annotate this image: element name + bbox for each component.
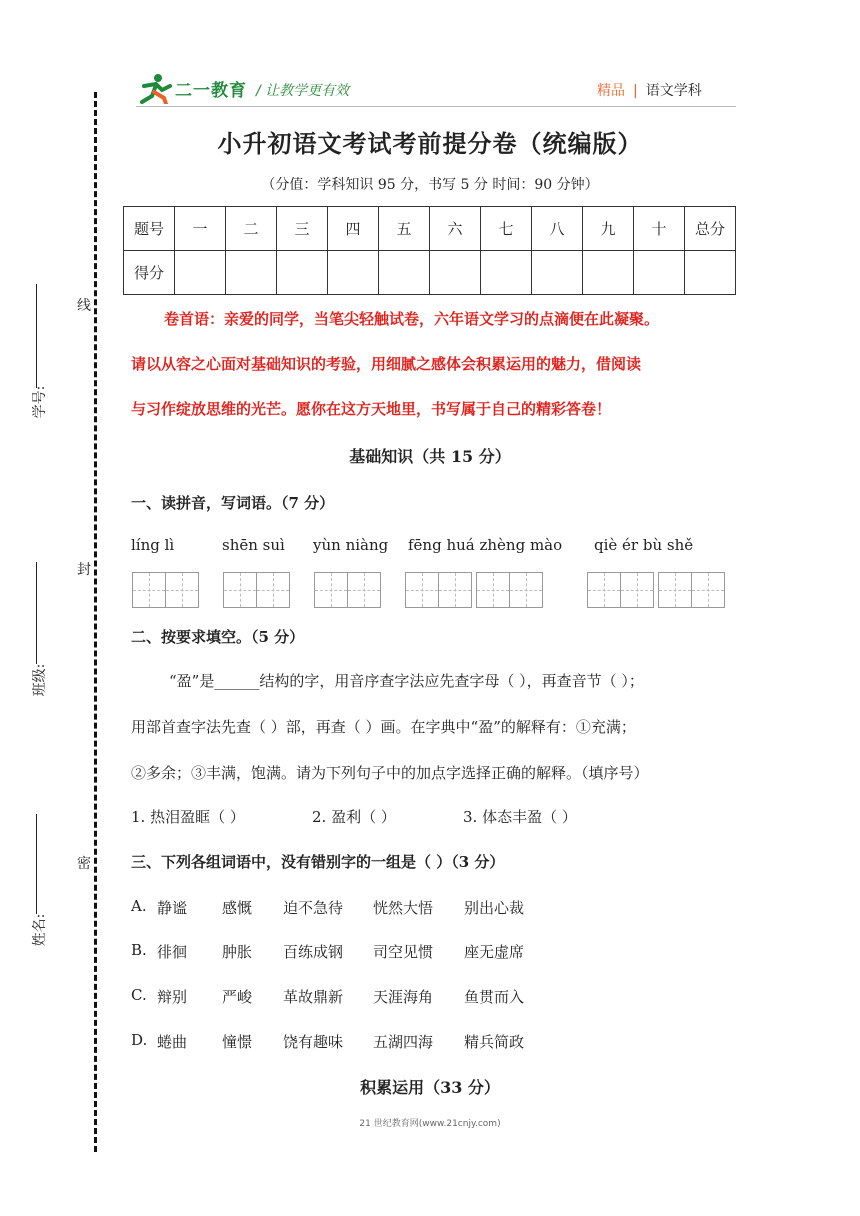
question-1-title: 一、读拼音，写词语。（7 分） (131, 494, 335, 512)
option-d-letter[interactable]: D. (131, 1031, 148, 1049)
option-word: 徘徊 (157, 943, 188, 961)
question-2-line-3: ②多余；③丰满，饱满。请为下列句子中的加点字选择正确的解释。（填序号） (131, 764, 649, 782)
writing-grid-1[interactable] (132, 572, 199, 608)
writing-grid-5a[interactable] (587, 572, 654, 608)
option-word: 天涯海角 (373, 988, 434, 1006)
student-id-line (36, 284, 37, 388)
option-word: 憧憬 (222, 1033, 253, 1051)
binding-char-line: 线 (77, 298, 91, 314)
score-table (123, 206, 736, 295)
option-word: 肿胀 (222, 943, 253, 961)
score-header-cell: 六 (430, 207, 481, 251)
quality-label: 精品 (597, 83, 625, 99)
score-cell[interactable] (175, 251, 226, 295)
question-2-item-2: 2. 盈利（ ） (312, 808, 396, 826)
score-header-cell: 总分 (685, 207, 736, 251)
score-header-cell: 七 (481, 207, 532, 251)
runner-icon (136, 72, 176, 104)
score-header-cell: 一 (175, 207, 226, 251)
page-subtitle: （分值：学科知识 95 分，书写 5 分 时间：90 分钟） (261, 177, 599, 193)
option-a-letter[interactable]: A. (131, 897, 147, 915)
subject-label: 语文学科 (645, 83, 702, 99)
intro-line: 请以从容之心面对基础知识的考验，用细腻之感体会积累运用的魅力，借阅读 (131, 355, 642, 373)
pinyin-5: qiè ér bù shě (594, 536, 694, 554)
score-header-cell: 三 (277, 207, 328, 251)
option-word: 五湖四海 (373, 1033, 434, 1051)
score-cell[interactable] (430, 251, 481, 295)
binding-char-seal: 封 (77, 562, 91, 578)
score-header-cell: 八 (532, 207, 583, 251)
option-word: 革故鼎新 (283, 988, 344, 1006)
intro-paragraph (131, 297, 741, 432)
page-footer: 21 世纪教育网(www.21cnjy.com) (359, 1119, 501, 1129)
class-label: 班级: (32, 663, 48, 697)
score-cell[interactable] (226, 251, 277, 295)
header-right (597, 80, 702, 100)
section-heading-accumulation: 积累运用（33 分） (360, 1078, 500, 1097)
score-cell[interactable] (685, 251, 736, 295)
score-header-cell: 题号 (124, 207, 175, 251)
writing-grid-4a[interactable] (405, 572, 472, 608)
intro-line: 与习作绽放思维的光芒。愿你在这方天地里，书写属于自己的精彩答卷！ (131, 400, 612, 418)
option-word: 司空见惯 (373, 943, 434, 961)
option-word: 鱼贯而入 (464, 988, 525, 1006)
score-header-cell: 二 (226, 207, 277, 251)
option-b-letter[interactable]: B. (131, 941, 147, 959)
question-3-title: 三、下列各组词语中，没有错别字的一组是（ ）（3 分） (131, 853, 505, 871)
score-row-label: 得分 (124, 251, 175, 295)
pinyin-3: yùn niàng (313, 536, 389, 554)
section-heading-basics: 基础知识（共 15 分） (349, 447, 511, 466)
score-header-cell: 五 (379, 207, 430, 251)
option-word: 迫不急待 (283, 899, 344, 917)
binding-dashed-line (94, 92, 97, 1152)
page-title: 小升初语文考试考前提分卷（统编版） (217, 129, 643, 158)
name-line (36, 814, 37, 914)
option-word: 别出心裁 (464, 899, 525, 917)
score-cell[interactable] (634, 251, 685, 295)
option-word: 座无虚席 (464, 943, 525, 961)
pinyin-1: líng lì (131, 536, 175, 554)
writing-grid-2[interactable] (223, 572, 290, 608)
question-2-title: 二、按要求填空。（5 分） (131, 628, 305, 646)
score-header-cell: 四 (328, 207, 379, 251)
question-2-line-1: “盈”是______结构的字，用音序查字法应先查字母（ ），再查音节（ ）； (169, 672, 644, 690)
writing-grid-5b[interactable] (658, 572, 725, 608)
score-cell[interactable] (277, 251, 328, 295)
option-c-letter[interactable]: C. (131, 986, 147, 1004)
option-word: 严峻 (222, 988, 253, 1006)
pinyin-2: shēn suì (222, 536, 285, 554)
score-cell[interactable] (583, 251, 634, 295)
question-2-item-1: 1. 热泪盈眶（ ） (131, 808, 245, 826)
option-word: 蜷曲 (157, 1033, 188, 1051)
intro-line: 卷首语：亲爱的同学，当笔尖轻触试卷，六年语文学习的点滴便在此凝聚。 (164, 310, 660, 328)
class-line (36, 562, 37, 664)
score-header-cell: 十 (634, 207, 685, 251)
option-word: 辩别 (157, 988, 188, 1006)
score-table-score-row (124, 251, 736, 295)
question-2-item-3: 3. 体态丰盈（ ） (463, 808, 577, 826)
score-cell[interactable] (481, 251, 532, 295)
writing-grid-3[interactable] (314, 572, 381, 608)
writing-grid-4b[interactable] (476, 572, 543, 608)
option-word: 静谧 (157, 899, 188, 917)
pinyin-4: fēng huá zhèng mào (408, 536, 563, 554)
brand-name: 二一教育 (175, 81, 247, 101)
score-cell[interactable] (532, 251, 583, 295)
name-label: 姓名: (32, 913, 48, 947)
header-divider (136, 106, 736, 107)
option-word: 百练成钢 (283, 943, 344, 961)
option-word: 恍然大悟 (373, 899, 434, 917)
brand-slogan: / 让教学更有效 (256, 83, 350, 99)
score-cell[interactable] (379, 251, 430, 295)
header-separator: | (633, 83, 638, 99)
score-table-header-row (124, 207, 736, 251)
question-2-line-2: 用部首查字法先查（ ）部，再查（ ）画。在字典中“盈”的解释有：①充满； (131, 718, 636, 736)
option-word: 精兵简政 (464, 1033, 525, 1051)
binding-char-secret: 密 (77, 856, 91, 872)
option-word: 饶有趣味 (283, 1033, 344, 1051)
score-header-cell: 九 (583, 207, 634, 251)
score-cell[interactable] (328, 251, 379, 295)
option-word: 感慨 (222, 899, 253, 917)
student-id-label: 学号: (32, 385, 48, 419)
